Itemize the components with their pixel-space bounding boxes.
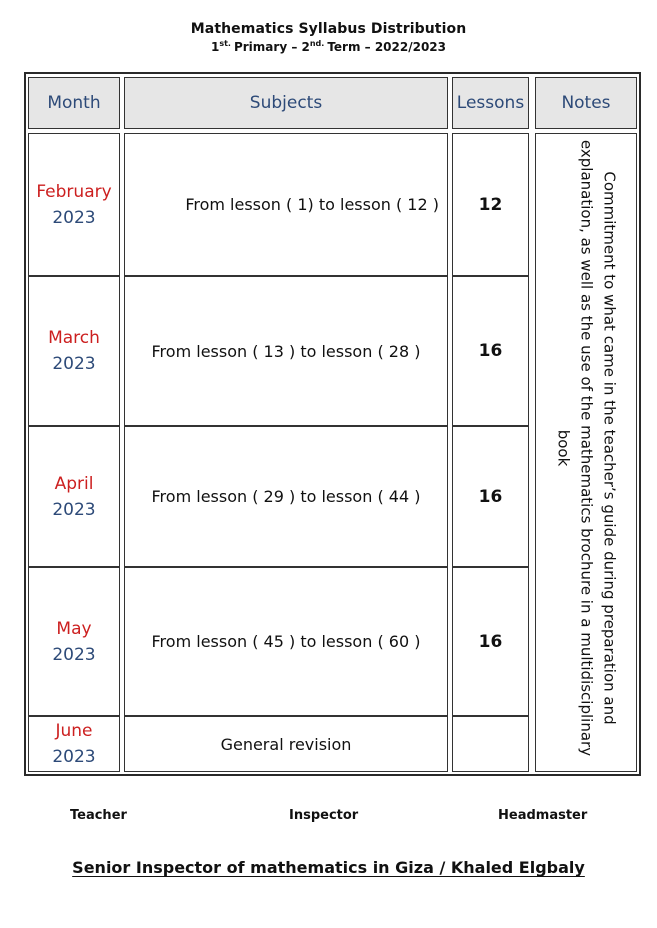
month-name: March — [48, 328, 100, 348]
lessons-count: 12 — [478, 194, 503, 215]
lessons-count: 16 — [478, 486, 503, 507]
subject-cell — [124, 567, 448, 716]
header-cell-subjects — [124, 77, 448, 129]
lessons-count: 16 — [478, 631, 503, 652]
month-cell-may — [28, 567, 120, 716]
header-cell-month — [28, 77, 120, 129]
subject-cell — [124, 426, 448, 567]
header-cell-notes — [535, 77, 637, 129]
subject-text: From lesson ( 45 ) to lesson ( 60 ) — [151, 632, 421, 651]
header-label-notes: Notes — [561, 93, 611, 113]
document-subtitle — [0, 39, 657, 54]
month-name: May — [56, 618, 92, 639]
header-label-lessons: Lessons — [456, 93, 525, 113]
header-cell-lessons — [452, 77, 529, 129]
header-label-subjects: Subjects — [249, 93, 323, 113]
term-text: Term – 2022/2023 — [327, 40, 446, 54]
grade-superscript: st. — [219, 39, 231, 48]
month-name: April — [54, 473, 94, 494]
subject-cell — [124, 133, 448, 276]
signature-headmaster: Headmaster — [498, 808, 588, 823]
grade-number: 1 — [210, 40, 220, 54]
month-year: 2023 — [52, 354, 96, 374]
month-name: June — [55, 721, 93, 741]
term-superscript: nd. — [309, 39, 325, 48]
document-title: Mathematics Syllabus Distribution — [190, 21, 467, 37]
subject-cell — [124, 716, 448, 772]
lessons-count: 16 — [478, 341, 503, 361]
subject-text: From lesson ( 29 ) to lesson ( 44 ) — [151, 487, 421, 506]
month-year: 2023 — [52, 207, 96, 228]
subject-text: General revision — [220, 734, 352, 754]
subject-text: From lesson ( 13 ) to lesson ( 28 ) — [151, 341, 421, 361]
notes-text: Commitment to what came in the teacher’s guide during preparation and explanation, as well as the use of the mathematics brochure in a multidisciplinary book — [554, 139, 619, 757]
signature-inspector: Inspector — [289, 808, 359, 823]
signature-teacher: Teacher — [70, 808, 127, 823]
month-cell-february — [28, 133, 120, 276]
header-label-month: Month — [47, 93, 101, 113]
month-year: 2023 — [52, 499, 96, 520]
lessons-cell — [452, 567, 529, 716]
lessons-cell — [452, 716, 529, 772]
lessons-cell — [452, 426, 529, 567]
month-cell-april — [28, 426, 120, 567]
senior-inspector-footer: Senior Inspector of mathematics in Giza / Khaled Elgbaly — [72, 858, 585, 877]
lessons-cell — [452, 133, 529, 276]
lessons-cell — [452, 276, 529, 426]
month-cell-june — [28, 716, 120, 772]
month-year: 2023 — [52, 747, 96, 767]
grade-text: Primary – 2 — [233, 40, 310, 54]
subject-text: From lesson ( 1) to lesson ( 12 ) — [185, 195, 439, 214]
month-year: 2023 — [52, 644, 96, 665]
subject-cell — [124, 276, 448, 426]
month-name: February — [36, 181, 112, 202]
month-cell-march — [28, 276, 120, 426]
